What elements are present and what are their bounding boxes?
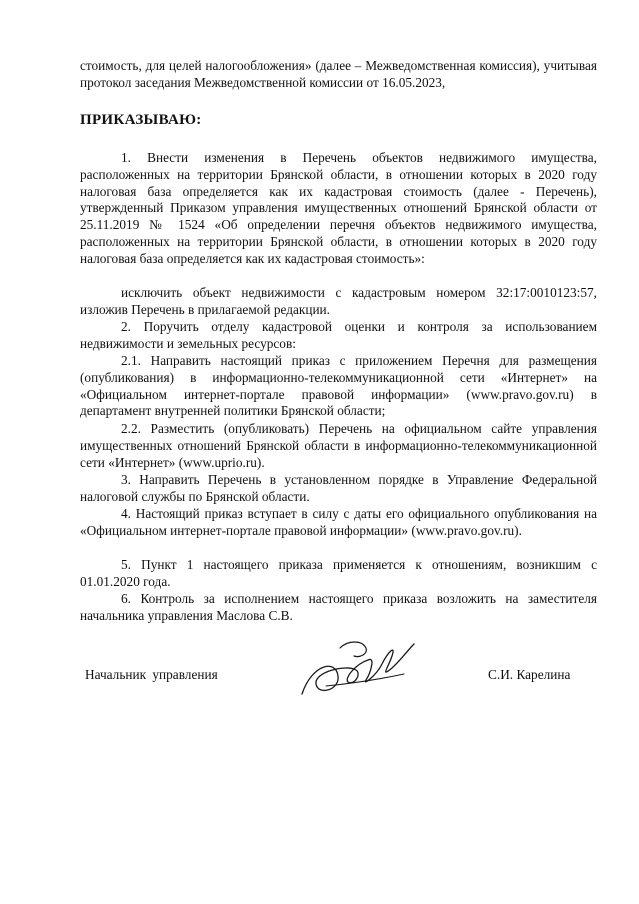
item-2-paragraph: 2. Поручить отделу кадастровой оценки и контроля за использованием недвижимости и земельных ресурсов:	[80, 319, 597, 351]
item-2-1-paragraph: 2.1. Направить настоящий приказ с приложением Перечня для размещения (опубликования) в информационно-телекоммуникационной сети «Интернет» на «Официальном интернет-портале правовой информации» (www.pravo.gov.ru) в департамент внутренней политики Брянской области;	[80, 353, 597, 419]
handwritten-signature	[296, 634, 418, 704]
signatory-name: С.И. Карелина	[488, 667, 571, 682]
item-1-exclusion-paragraph: исключить объект недвижимости с кадастровым номером 32:17:0010123:57, изложив Перечень в прилагаемой редакции.	[80, 285, 597, 317]
item-1-paragraph: 1. Внести изменения в Перечень объектов недвижимого имущества, расположенных на территории Брянской области, в отношении которых в 2020 году налоговая база определяется как их кадастровая стоимость (далее - Перечень), утвержденный Приказом управления имущественных отношений Брянской области от 25.11.2019 № 1524 «Об определении перечня объектов недвижимого имущества, расположенных на территории Брянской области, в отношении которых в 2020 году налоговая база определяется как их кадастровая стоимость»:	[80, 150, 597, 266]
item-4-paragraph: 4. Настоящий приказ вступает в силу с даты его официального опубликования на «Официальном интернет-портале правовой информации» (www.pravo.gov.ru).	[80, 506, 597, 538]
order-heading: ПРИКАЗЫВАЮ:	[80, 112, 202, 128]
item-6-paragraph: 6. Контроль за исполнением настоящего приказа возложить на заместителя начальника управления Маслова С.В.	[80, 591, 597, 623]
item-3-paragraph: 3. Направить Перечень в установленном порядке в Управление Федеральной налоговой службы по Брянской области.	[80, 472, 597, 504]
intro-paragraph: стоимость, для целей налогообложения» (далее – Межведомственная комиссия), учитывая протокол заседания Межведомственной комиссии от 16.05.2023,	[80, 58, 597, 90]
signatory-position: Начальник управления	[85, 667, 218, 682]
item-2-2-paragraph: 2.2. Разместить (опубликовать) Перечень на официальном сайте управления имущественных отношений Брянской области в информационно-телекоммуникационной сети «Интернет» (www.uprio.ru).	[80, 421, 597, 470]
item-5-paragraph: 5. Пункт 1 настоящего приказа применяется к отношениям, возникшим с 01.01.2020 года.	[80, 557, 597, 589]
